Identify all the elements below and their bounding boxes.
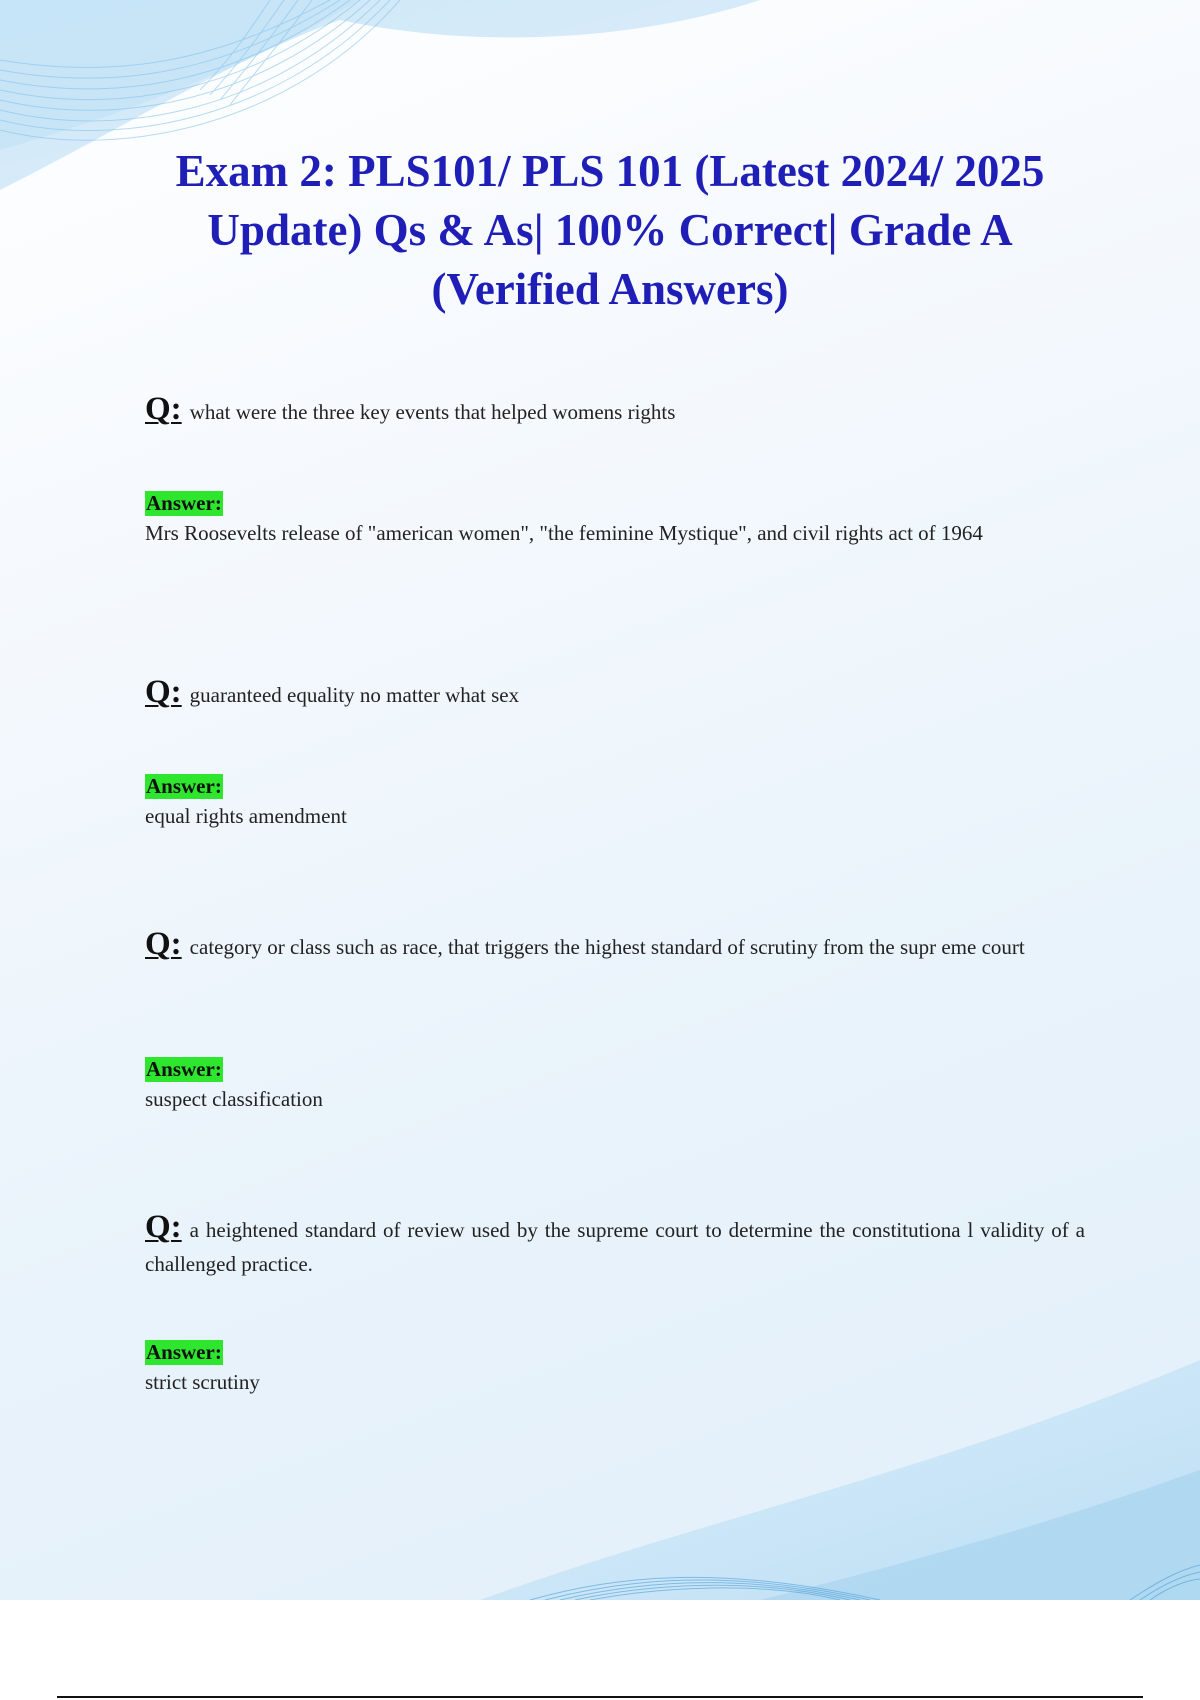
qa-item-3 bbox=[145, 927, 1085, 964]
document-title: Exam 2: PLS101/ PLS 101 (Latest 2024/ 2025 Update) Qs & As| 100% Correct| Grade A (Verified Answers) bbox=[175, 146, 1045, 314]
question-label: Q: bbox=[145, 674, 182, 710]
question-text: category or class such as race, that triggers the highest standard of scrutiny from the supr eme court bbox=[189, 935, 1025, 959]
question-text: guaranteed equality no matter what sex bbox=[189, 683, 520, 707]
answer-label: Answer: bbox=[146, 1340, 222, 1364]
question-label: Q: bbox=[145, 391, 182, 427]
answer-label: Answer: bbox=[146, 491, 222, 515]
answer-text: strict scrutiny bbox=[145, 1370, 260, 1394]
answer-text: Mrs Roosevelts release of "american women", "the feminine Mystique", and civil rights act of 1964 bbox=[145, 521, 983, 545]
answer-label: Answer: bbox=[146, 774, 222, 798]
answer-text: suspect classification bbox=[145, 1087, 323, 1111]
question-4 bbox=[145, 1210, 1085, 1281]
answer-text: equal rights amendment bbox=[145, 804, 347, 828]
answer-label: Answer: bbox=[146, 1057, 222, 1081]
answer-block-3 bbox=[145, 1057, 1085, 1114]
answer-block-2 bbox=[145, 774, 1085, 831]
qa-item-2 bbox=[145, 675, 1085, 712]
footer-divider bbox=[57, 1696, 1143, 1698]
question-2 bbox=[145, 675, 1085, 712]
question-text: a heightened standard of review used by the supreme court to determine the constitutiona l validity of a challenged practice. bbox=[145, 1218, 1085, 1276]
answer-block-4 bbox=[145, 1340, 1085, 1397]
question-label: Q: bbox=[145, 1209, 182, 1245]
answer-block-1 bbox=[145, 491, 1085, 548]
question-label: Q: bbox=[145, 926, 182, 962]
question-text: what were the three key events that helped womens rights bbox=[189, 400, 676, 424]
qa-item-1 bbox=[145, 392, 1085, 429]
qa-item-4 bbox=[145, 1210, 1085, 1281]
question-1 bbox=[145, 392, 1085, 429]
question-3 bbox=[145, 927, 1085, 964]
